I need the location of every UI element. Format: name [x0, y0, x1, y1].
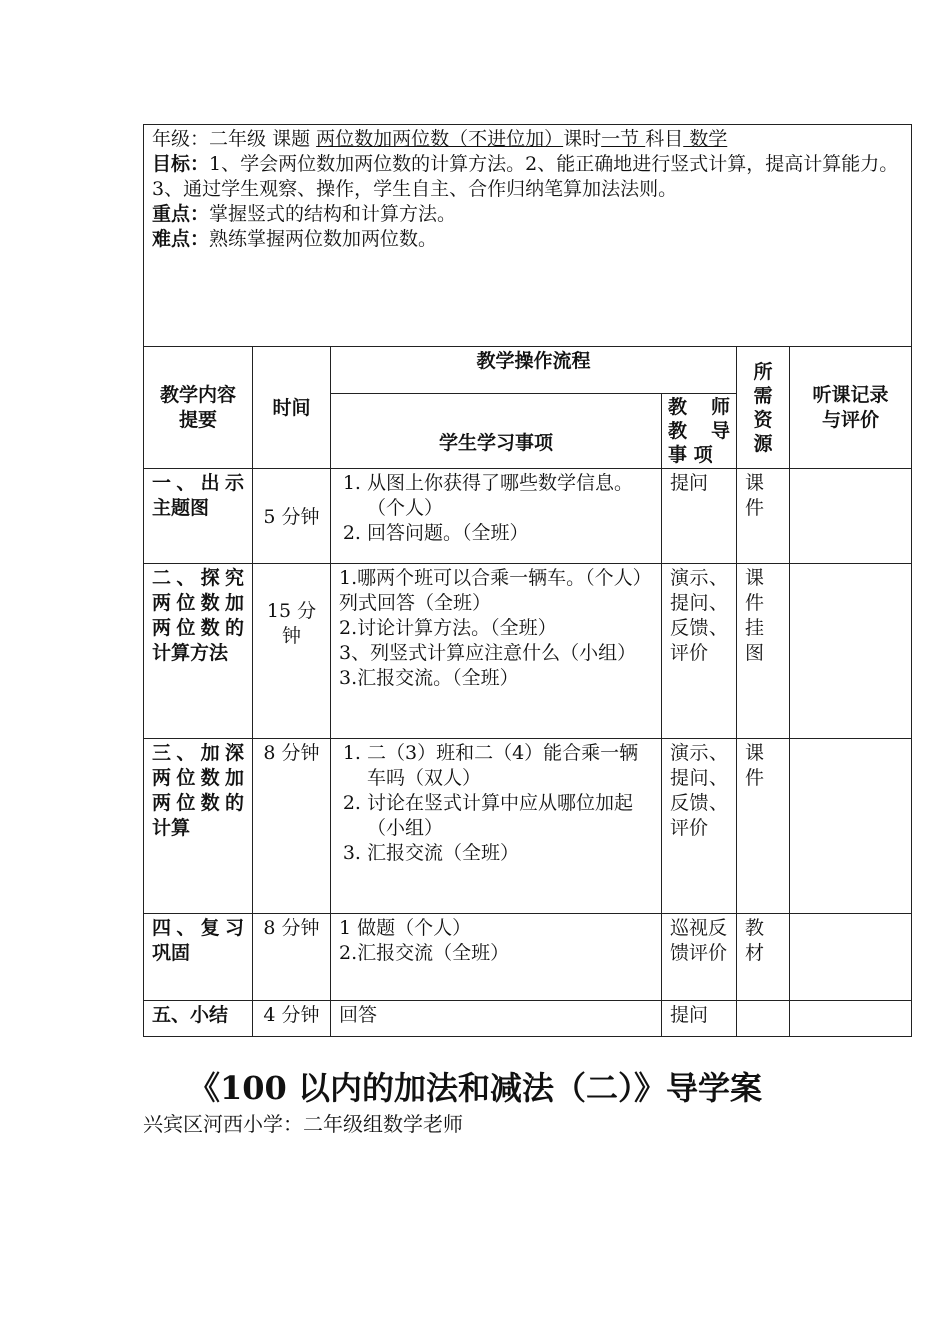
subject-label: 科目 [645, 128, 684, 150]
key-point-text: 掌握竖式的结构和计算方法。 [209, 203, 457, 225]
lesson-plan-table [143, 124, 912, 1037]
row-3-resources: 课件 [737, 739, 790, 914]
column-process: 教学操作流程 [331, 347, 737, 394]
column-notes: 听课记录与评价 [790, 347, 912, 469]
row-2-line-5: 3.汇报交流。（全班） [339, 667, 519, 689]
document-author: 兴宾区河西小学：二年级组数学老师 [143, 1112, 463, 1136]
period-value: 一节 [601, 128, 646, 150]
row-3-step-1: 1. 二（3）班和二（4）能合乘一辆车吗（双人） [367, 741, 653, 791]
row-5-student: 回答 [331, 1001, 662, 1037]
row-3-step-2: 2. 讨论在竖式计算中应从哪位加起（小组） [367, 791, 653, 841]
row-2 [144, 564, 912, 739]
grade-label: 年级： [152, 128, 210, 150]
row-3-notes [790, 739, 912, 914]
key-point-label: 重点： [152, 203, 210, 225]
column-teacher: 教 师 教 导 事 项 [662, 394, 737, 469]
row-3-steps [339, 741, 653, 866]
row-2-time: 15 分钟 [253, 564, 331, 739]
goal-label: 目标： [152, 153, 210, 175]
column-resources: 所需资源 [737, 347, 790, 469]
row-2-line-3: 2.讨论计算方法。（全班） [339, 617, 557, 639]
row-4-time: 8 分钟 [253, 914, 331, 1001]
row-1-section: 一、出示主题图 [144, 469, 253, 564]
row-2-line-4: 3、列竖式计算应注意什么（小组） [339, 642, 637, 664]
difficulty-text: 熟练掌握两位数加两位数。 [209, 228, 438, 250]
column-time: 时间 [253, 347, 331, 469]
row-5 [144, 1001, 912, 1037]
row-4-line-1: 1 做题（个人） [339, 917, 472, 939]
column-student: 学生学习事项 [331, 394, 662, 469]
row-4-resources: 教材 [737, 914, 790, 1001]
column-header-row-1 [144, 347, 912, 394]
row-1-step-2: 2. 回答问题。（全班） [367, 521, 653, 546]
row-4-student [331, 914, 662, 1001]
row-2-section: 二、探究两位数加两位数的计算方法 [144, 564, 253, 739]
row-4-section: 四、复习巩固 [144, 914, 253, 1001]
row-5-time: 4 分钟 [253, 1001, 331, 1037]
row-3-student [331, 739, 662, 914]
row-3-section: 三、加深两位数加两位数的计算 [144, 739, 253, 914]
row-4-teacher: 巡视反馈评价 [662, 914, 737, 1001]
row-5-resources [737, 1001, 790, 1037]
row-3-teacher: 演示、提问、反馈、评价 [662, 739, 737, 914]
subject-value: 数学 [683, 128, 728, 150]
goal-text: 1、学会两位数加两位数的计算方法。2、能正确地进行竖式计算，提高计算能力。3、通过学生观察、操作，学生自主、合作归纳笔算加法法则。 [152, 153, 899, 200]
row-2-resources: 课件挂图 [737, 564, 790, 739]
row-5-teacher: 提问 [662, 1001, 737, 1037]
row-1-student [331, 469, 662, 564]
row-1 [144, 469, 912, 564]
row-5-notes [790, 1001, 912, 1037]
row-1-step-1: 1. 从图上你获得了哪些数学信息。（个人） [367, 471, 653, 521]
topic-label: 课题 [266, 128, 317, 150]
document-title: 《100 以内的加法和减法（二）》导学案 [188, 1069, 762, 1107]
row-1-time: 5 分钟 [253, 469, 331, 564]
topic-value: 两位数加两位数（不进位加） [316, 128, 564, 150]
row-5-section: 五、小结 [144, 1001, 253, 1037]
row-4 [144, 914, 912, 1001]
row-2-teacher: 演示、提问、反馈、评价 [662, 564, 737, 739]
row-2-student [331, 564, 662, 739]
row-3-step-3: 3. 汇报交流（全班） [367, 841, 653, 866]
row-1-steps [339, 471, 653, 546]
column-content: 教学内容提要 [144, 347, 253, 469]
row-1-notes [790, 469, 912, 564]
row-3 [144, 739, 912, 914]
row-1-teacher: 提问 [662, 469, 737, 564]
row-4-notes [790, 914, 912, 1001]
row-2-notes [790, 564, 912, 739]
grade-value: 二年级 [209, 128, 267, 150]
row-3-time: 8 分钟 [253, 739, 331, 914]
lesson-info-cell [144, 125, 912, 347]
difficulty-label: 难点： [152, 228, 210, 250]
row-1-resources: 课件 [737, 469, 790, 564]
period-label: 课时 [563, 128, 602, 150]
row-2-line-2: 列式回答（全班） [339, 592, 492, 614]
row-2-line-1: 1.哪两个班可以合乘一辆车。（个人） [339, 567, 652, 589]
header-row [144, 125, 912, 347]
row-4-line-2: 2.汇报交流（全班） [339, 942, 510, 964]
